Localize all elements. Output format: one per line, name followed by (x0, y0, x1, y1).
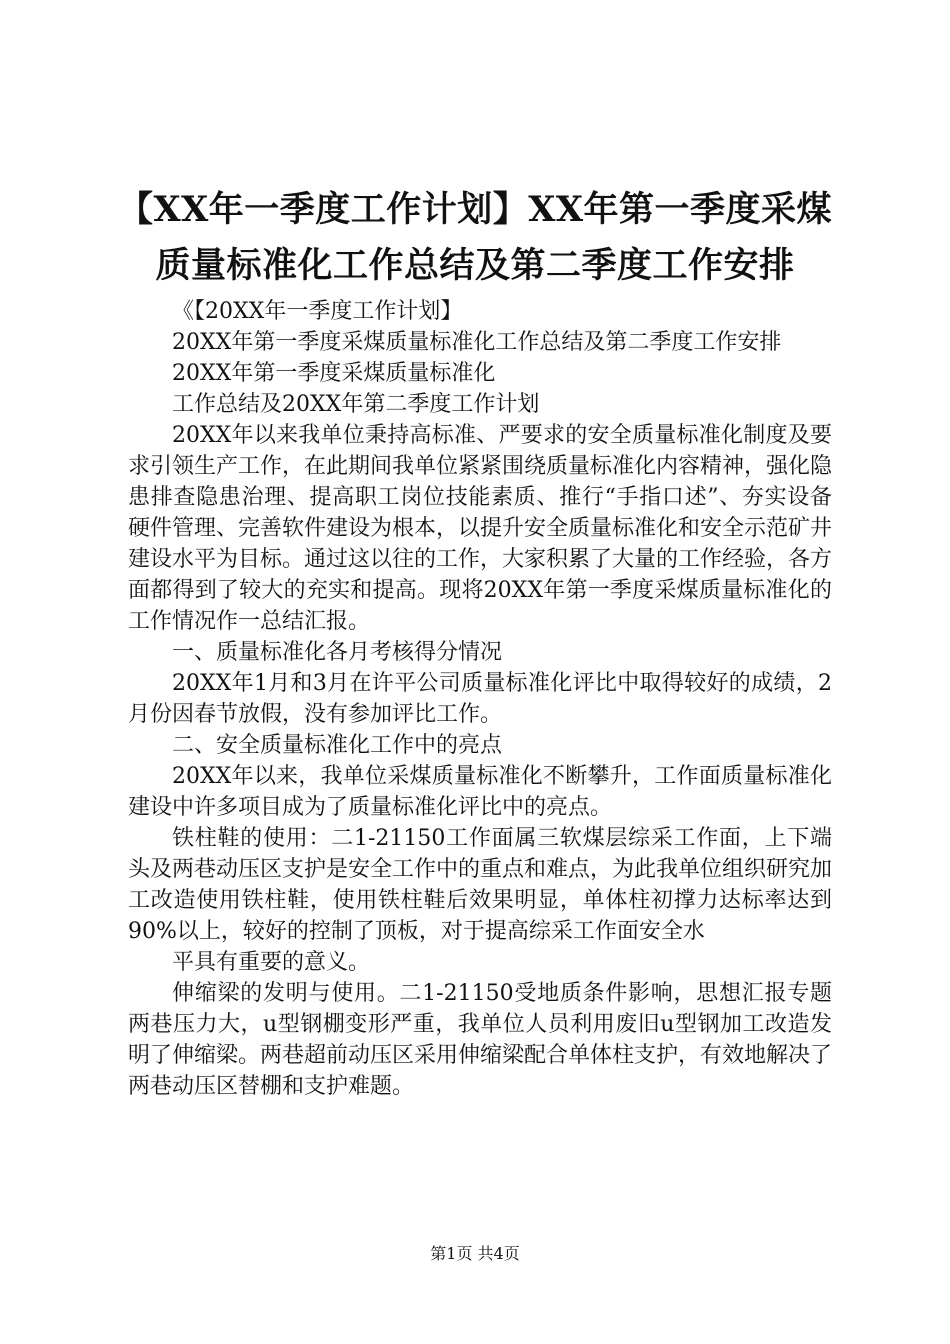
document-title (100, 182, 850, 294)
paragraph: 伸缩梁的发明与使用。二1-21150受地质条件影响，思想汇报专题两巷压力大，u型钢棚变形严重，我单位人员利用废旧u型钢加工改造发明了伸缩梁。两巷超前动压区采用伸缩梁配合单体柱支护，有效地解决了两巷动压区替棚和支护难题。 (128, 981, 833, 1099)
paragraph: 平具有重要的意义。 (172, 950, 371, 975)
title-line-1: 【XX年一季度工作计划】XX年第一季度采煤 (117, 189, 833, 230)
paragraph: 《【20XX年一季度工作计划】 (172, 299, 463, 324)
section-heading: 一、质量标准化各月考核得分情况 (172, 640, 503, 665)
document-body (128, 296, 832, 1102)
paragraph: 20XX年第一季度采煤质量标准化 (172, 361, 496, 386)
paragraph: 20XX年1月和3月在许平公司质量标准化评比中取得较好的成绩，2月份因春节放假，没有参加评比工作。 (128, 671, 832, 727)
page-footer: 第1页 共4页 (430, 1244, 520, 1263)
paragraph: 工作总结及20XX年第二季度工作计划 (172, 392, 540, 417)
title-line-2: 质量标准化工作总结及第二季度工作安排 (155, 245, 795, 286)
paragraph: 20XX年以来，我单位采煤质量标准化不断攀升，工作面质量标准化建设中许多项目成为了质量标准化评比中的亮点。 (128, 764, 832, 820)
section-heading: 二、安全质量标准化工作中的亮点 (172, 733, 503, 758)
paragraph: 铁柱鞋的使用：二1-21150工作面属三软煤层综采工作面，上下端头及两巷动压区支护是安全工作中的重点和难点，为此我单位组织研究加工改造使用铁柱鞋，使用铁柱鞋后效果明显，单体柱初撑力达标率达到90%以上，较好的控制了顶板，对于提高综采工作面安全水 (128, 826, 833, 944)
paragraph: 20XX年第一季度采煤质量标准化工作总结及第二季度工作安排 (172, 330, 782, 355)
paragraph: 20XX年以来我单位秉持高标准、严要求的安全质量标准化制度及要求引领生产工作，在此期间我单位紧紧围绕质量标准化内容精神，强化隐患排查隐患治理、提高职工岗位技能素质、推行“手指口述”、夯实设备硬件管理、完善软件建设为根本，以提升安全质量标准化和安全示范矿井建设水平为目标。通过这以往的工作，大家积累了大量的工作经验，各方面都得到了较大的充实和提高。现将20XX年第一季度采煤质量标准化的工作情况作一总结汇报。 (128, 423, 833, 634)
